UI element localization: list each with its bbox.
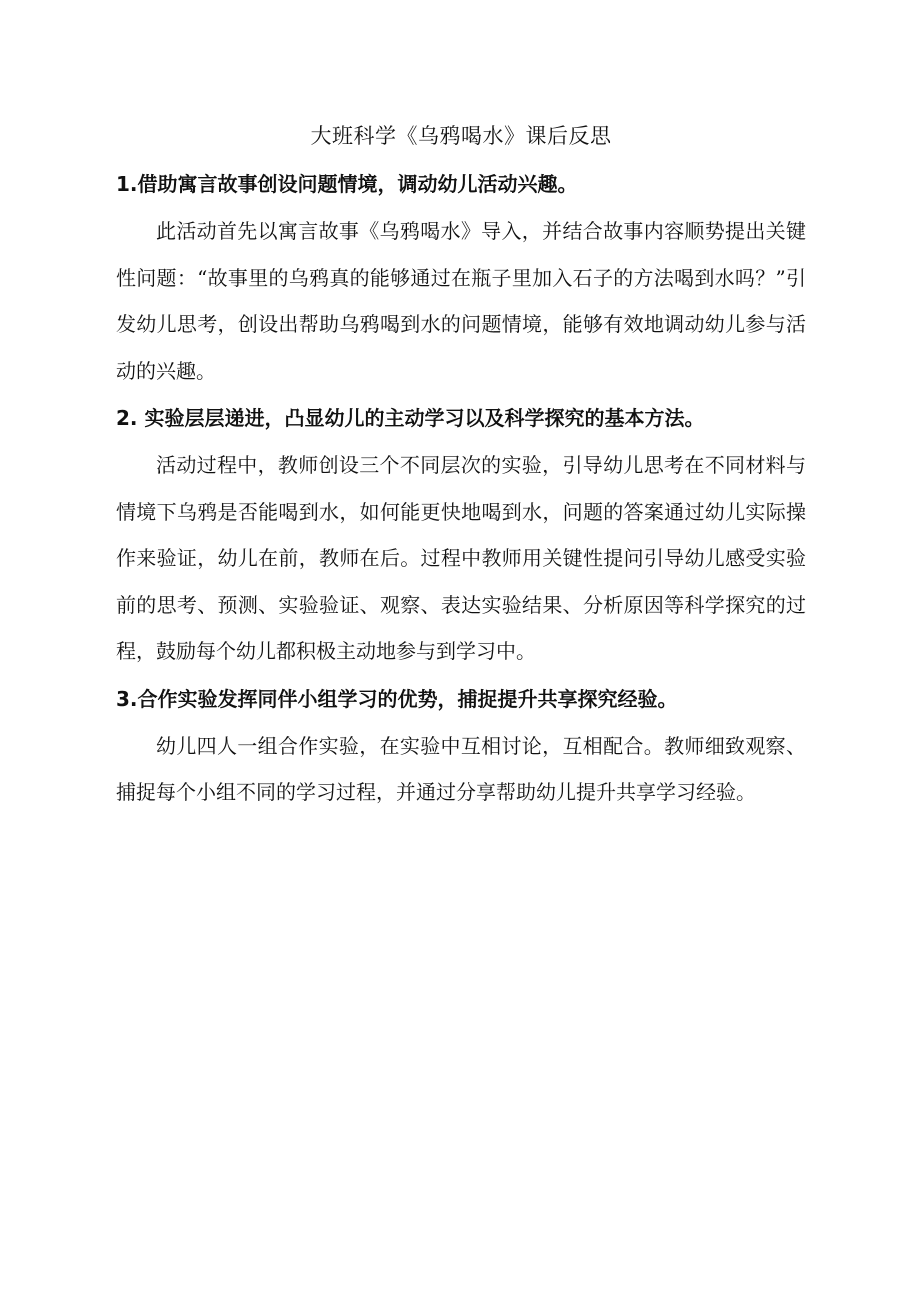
section-3 xyxy=(116,675,806,816)
document-body xyxy=(116,116,806,816)
document-title: 大班科学《乌鸦喝水》课后反思 xyxy=(310,124,612,148)
section-paragraph: 活动过程中，教师创设三个不同层次的实验，引导幼儿思考在不同材料与情境下乌鸦是否能喝到水，如何能更快地喝到水，问题的答案通过幼儿实际操作来验证，幼儿在前，教师在后。过程中教师用关键性提问引导幼儿感受实验前的思考、预测、实验验证、观察、表达实验结果、分析原因等科学探究的过程，鼓励每个幼儿都积极主动地参与到学习中。 xyxy=(116,453,806,663)
section-2 xyxy=(116,394,806,675)
section-heading: 1.借助寓言故事创设问题情境，调动幼儿活动兴趣。 xyxy=(116,172,578,196)
section-heading: 2. 实验层层递进，凸显幼儿的主动学习以及科学探究的基本方法。 xyxy=(116,406,705,430)
section-1 xyxy=(116,160,806,394)
section-paragraph: 此活动首先以寓言故事《乌鸦喝水》导入，并结合故事内容顺势提出关键性问题：“故事里的乌鸦真的能够通过在瓶子里加入石子的方法喝到水吗？”引发幼儿思考，创设出帮助乌鸦喝到水的问题情境，能够有效地调动幼儿参与活动的兴趣。 xyxy=(116,219,806,383)
section-paragraph: 幼儿四人一组合作实验，在实验中互相讨论，互相配合。教师细致观察、捕捉每个小组不同的学习过程，并通过分享帮助幼儿提升共享学习经验。 xyxy=(116,733,806,804)
section-heading: 3.合作实验发挥同伴小组学习的优势，捕捉提升共享探究经验。 xyxy=(116,686,678,711)
